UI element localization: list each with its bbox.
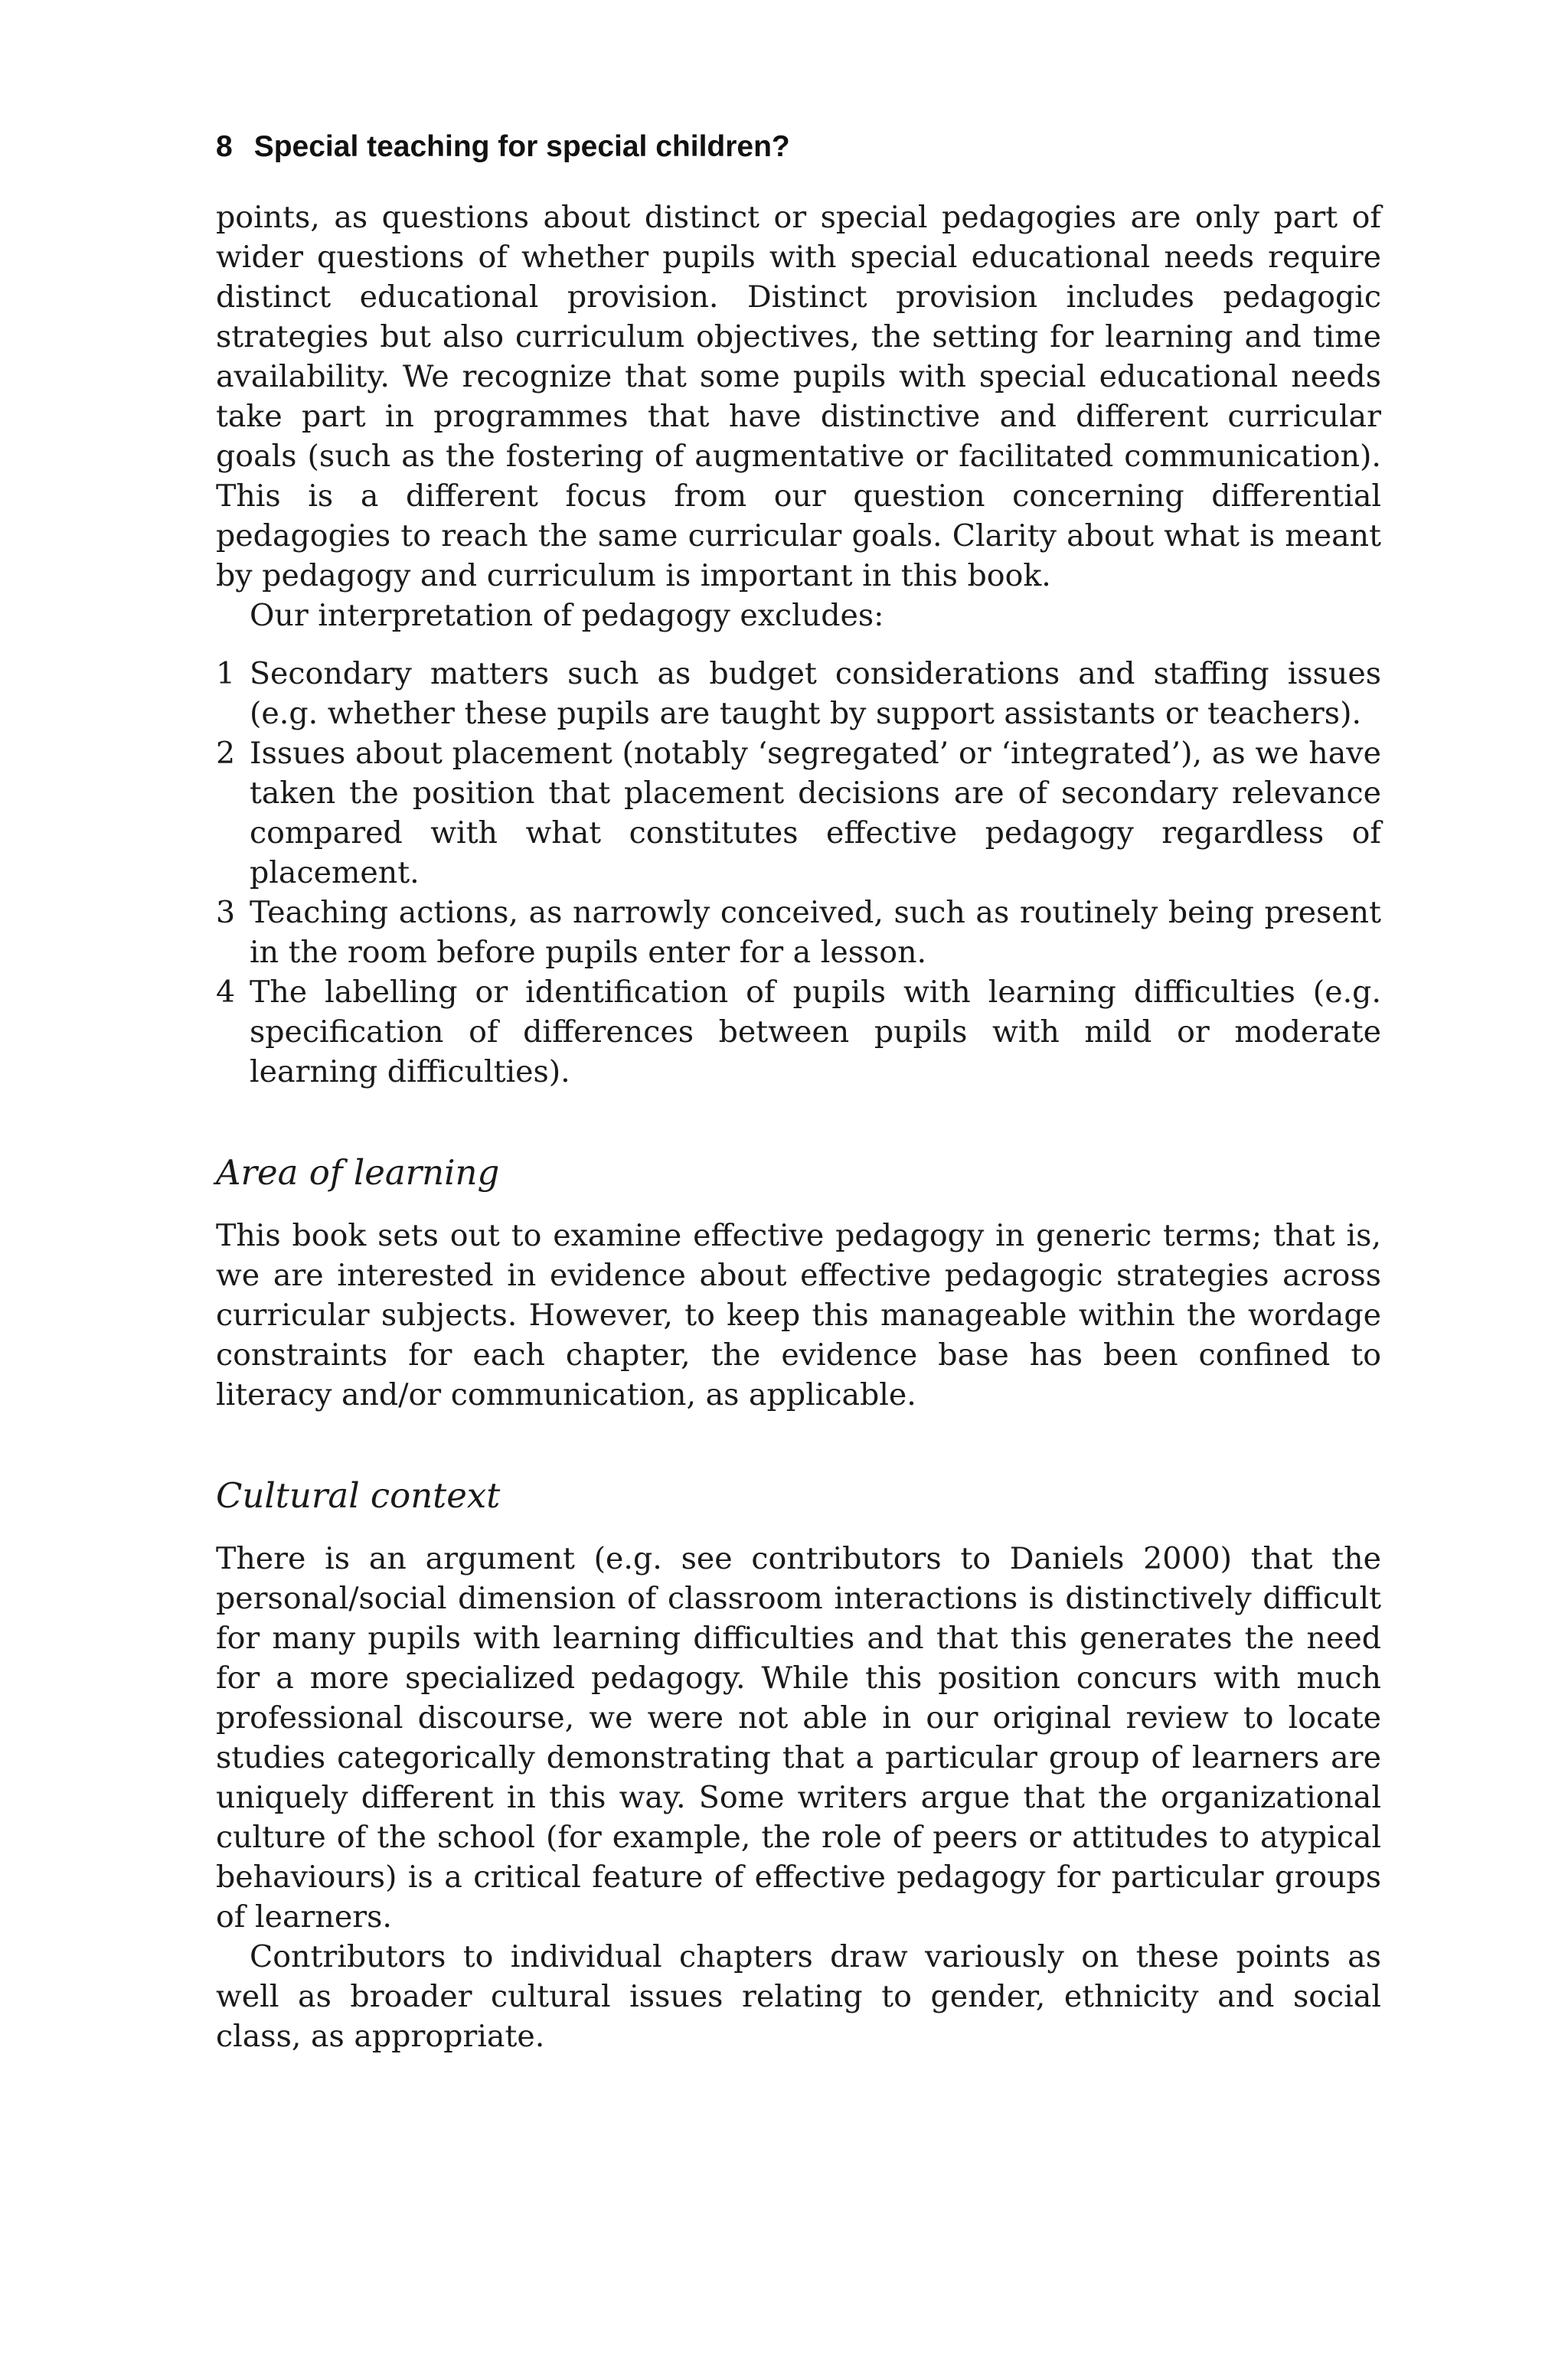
list-item-number: 4: [216, 975, 236, 1010]
list-item-number: 2: [216, 736, 236, 771]
section-heading-area-of-learning: Area of learning: [216, 1152, 500, 1193]
area-of-learning-paragraph: This book sets out to examine effective pedagogy in generic terms; that is, we are interested in evidence about effective pedagogic strategies across curricular subjects. However, to keep this manageable within the wordage constraints for each chapter, the evidence base has been confined to literacy and/or communication, as applicable.: [216, 1218, 1381, 1412]
list-item-text: Issues about placement (notably ‘segregated’ or ‘integrated’), as we have taken the position that placement decisions are of secondary relevance compared with what constitutes effective pedagogy regardless of placement.: [250, 736, 1381, 890]
list-item-text: The labelling or identification of pupils with learning difficulties (e.g. specification of differences between pupils with mild or moderate learning difficulties).: [250, 975, 1381, 1089]
book-page: [216, 129, 1381, 2056]
running-header: [216, 129, 1381, 165]
list-item: [216, 733, 1381, 893]
exclusions-list: [216, 654, 1381, 1092]
body-text: [216, 198, 1381, 2056]
list-item-number: 3: [216, 895, 236, 930]
list-item: [216, 972, 1381, 1092]
list-item-text: Teaching actions, as narrowly conceived, such as routinely being present in the room before pupils enter for a lesson.: [250, 895, 1381, 970]
intro-paragraph: points, as questions about distinct or special pedagogies are only part of wider questions of whether pupils with special educational needs require distinct educational provision. Distinct provision includes pedagogic strategies but also curriculum objectives, the setting for learning and time availability. We recognize that some pupils with special educational needs take part in programmes that have distinctive and different curricular goals (such as the fostering of augmentative or facilitated communication). This is a different focus from our question concerning differential pedagogies to reach the same curricular goals. Clarity about what is meant by pedagogy and curriculum is important in this book.: [216, 200, 1381, 593]
section-heading-cultural-context: Cultural context: [216, 1475, 501, 1516]
list-item: [216, 893, 1381, 972]
list-item: [216, 654, 1381, 733]
list-item-number: 1: [216, 656, 236, 691]
cultural-context-paragraph: There is an argument (e.g. see contributors to Daniels 2000) that the personal/social dimension of classroom interactions is distinctively difficult for many pupils with learning difficulties and that this generates the need for a more specialized pedagogy. While this position concurs with much professional discourse, we were not able in our original review to locate studies categorically demonstrating that a particular group of learners are uniquely different in this way. Some writers argue that the organizational culture of the school (for example, the role of peers or attitudes to atypical behaviours) is a critical feature of effective pedagogy for particular groups of learners.: [216, 1541, 1381, 1935]
intro-lead-in: Our interpretation of pedagogy excludes:: [250, 598, 884, 633]
cultural-context-paragraph: Contributors to individual chapters draw variously on these points as well as broader cultural issues relating to gender, ethnicity and social class, as appropriate.: [216, 1939, 1381, 2054]
page-number: 8: [216, 130, 233, 163]
chapter-title: Special teaching for special children?: [253, 130, 790, 163]
list-item-text: Secondary matters such as budget considerations and staffing issues (e.g. whether these pupils are taught by support assistants or teachers).: [250, 656, 1381, 731]
